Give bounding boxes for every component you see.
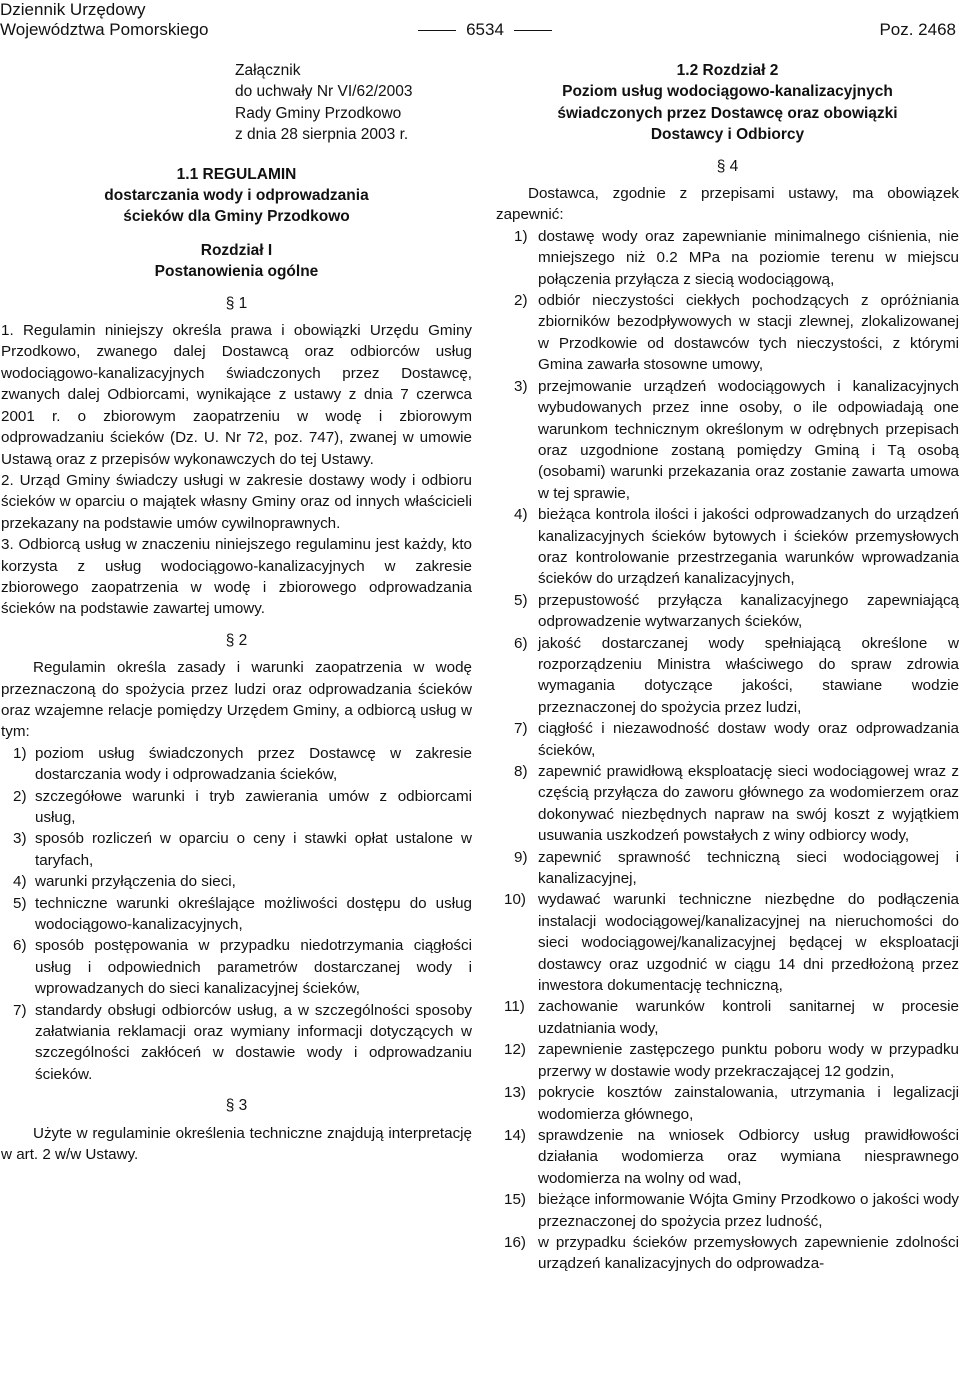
section-4-list xyxy=(496,226,959,1275)
section-4-symbol: § 4 xyxy=(716,157,739,175)
list-item: 1) poziom usług świadczonych przez Dostawcę w zakresie dostarczania wody i odprowadzania ścieków, xyxy=(13,744,472,784)
list-item: 2) odbiór nieczystości ciekłych pochodzących z opróżniania zbiorników bezodpływowych w stacji zlewnej, zlokalizowanej w Przodkowie od dostawców tych nieczystości, z którymi Gmina zawarła stosowne umowy, xyxy=(514,292,959,374)
list-item: 16) w przypadku ścieków przemysłowych zapewnienie zdolności urządzeń kanalizacyjnych do odprowadza- xyxy=(504,1233,959,1273)
annex-line2: do uchwały Nr VI/62/2003 xyxy=(235,83,413,101)
list-item: 11) zachowanie warunków kontroli sanitarnej w procesie uzdatniania wody, xyxy=(504,998,959,1037)
list-item: 3) sposób rozliczeń w oparciu o ceny i stawki opłat ustalone w taryfach, xyxy=(13,830,472,869)
section-2-intro: Regulamin określa zasady i warunki zaopatrzenia w wodę przeznaczoną do spożycia przez ludzi oraz odprowadzania ścieków oraz wzajemne relacje pomiędzy Urzędem Gminy, a odbiorcą usług w tym: xyxy=(1,659,472,741)
list-item: 10) wydawać warunki techniczne niezbędne do podłączenia instalacji wodociągowej/kanalizacyjnej na nieruchomości do sieci wodociągowej/kanalizacyjnej będącej w eksploatacji dostawcy oraz uzgodnić w ciągu 14 dni przedłożoną przez inwestora dokumentację techniczną, xyxy=(504,891,959,995)
list-item: 6) jakość dostarczanej wody spełniającą określone w rozporządzeniu Ministra właściwego do spraw zdrowia wymagania dotyczące jakości, stawiane wodzie przeznaczonej do spożycia przez ludzi, xyxy=(514,634,959,716)
list-item: 2) szczegółowe warunki i tryb zawierania umów z odbiorcami usług, xyxy=(13,787,472,826)
journal-name-line1: Dziennik Urzędowy xyxy=(0,0,146,19)
list-item: 7) standardy obsługi odbiorców usług, a w szczególności sposoby załatwiania reklamacji oraz wymiany informacji dotyczących w szczególności zakłóceń w dostawie wody i odprowadzaniu ścieków. xyxy=(13,1001,472,1083)
regulation-title-line3: ścieków dla Gminy Przodkowo xyxy=(123,208,350,226)
position-number: Poz. 2468 xyxy=(879,20,956,39)
chapter2-heading xyxy=(496,60,959,146)
page-header xyxy=(0,0,960,44)
section-1-symbol: § 1 xyxy=(225,294,248,312)
annex-line1: Załącznik xyxy=(235,62,301,79)
journal-name xyxy=(0,0,209,40)
chapter1-title: Rozdział I xyxy=(200,241,273,259)
chapter2-line1: 1.2 Rozdział 2 xyxy=(676,62,779,79)
list-item: 4) bieżąca kontrola ilości i jakości odprowadzanych do urządzeń kanalizacyjnych ścieków bytowych i ścieków przemysłowych oraz kontrolowanie przestrzegania warunków wprowadzania ścieków do urządzeń kanalizacyjnych, xyxy=(514,506,959,588)
chapter1-heading xyxy=(1,240,472,283)
list-item: 15) bieżące informowanie Wójta Gminy Przodkowo o jakości wody przeznaczonej do spożycia przez ludność, xyxy=(504,1191,959,1230)
list-item: 14) sprawdzenie na wniosek Odbiorcy usług prawidłowości działania wodomierza oraz wymiana niesprawnego wodomierza na wolny od wad, xyxy=(504,1126,959,1187)
list-item: 8) zapewnić prawidłową eksploatację sieci wodociągowej wraz z częścią przyłącza do zaworu głównego za wodomierzem oraz dokonywać niezbędnych napraw na swój koszt z wyjątkiem usuwania uszkodzeń powstałych z winy odbiorcy wody, xyxy=(514,763,959,845)
list-item: 5) przepustowość przyłącza kanalizacyjnego zapewniającą odprowadzenie wytwarzanych ścieków, xyxy=(514,591,959,631)
chapter2-line3: świadczonych przez Dostawcę oraz obowiązki xyxy=(557,104,898,122)
right-column xyxy=(496,60,959,1275)
list-item: 12) zapewnienie zastępczego punktu poboru wody w przypadku przerwy w dostawie wody przekraczającej 12 godzin, xyxy=(504,1041,959,1080)
left-column xyxy=(1,60,472,1166)
list-item: 5) techniczne warunki określające możliwości dostępu do usług wodociągowo-kanalizacyjnych, xyxy=(13,894,472,934)
regulation-title xyxy=(1,164,472,228)
section-4-intro: Dostawca, zgodnie z przepisami ustawy, ma obowiązek zapewnić: xyxy=(496,185,959,224)
list-item: 4) warunki przyłączenia do sieci, xyxy=(13,873,236,891)
section-1-paragraph-1: 1. Regulamin niniejszy określa prawa i obowiązki Urzędu Gminy Przodkowo, zwanego dalej Dostawcą oraz odbiorców usług wodociągowo-kanalizacyjnych świadczonych przez Dostawcę, zwanych dalej Odbiorcami, wynikające z ustawy z dnia 7 czerwca 2001 r. o zbiorowym zaopatrzeniu w wodę i zbiorowym odprowadzaniu ścieków (Dz. U. Nr 72, poz. 747), zwanej w umowie Ustawą oraz z przepisów wykonawczych do tej Ustawy. xyxy=(1,322,472,468)
annex-line4: z dnia 28 sierpnia 2003 r. xyxy=(235,126,409,144)
chapter2-line2: Poziom usług wodociągowo-kanalizacyjnych xyxy=(562,83,893,101)
list-item: 3) przejmowanie urządzeń wodociągowych i kanalizacyjnych wybudowanych przez inne osoby, o ile odpowiadają one warunkom technicznym określonym w odrębnych przepisach oraz uzgodnione zostaną pomiędzy Gminą i Tą osobą (osobami) warunki przekazania oraz zostanie zawarta umowa w tej sprawie, xyxy=(514,377,959,502)
section-1-paragraph-3: 3. Odbiorcą usług w znaczeniu niniejszego regulaminu jest każdy, kto korzysta z usług wodociągowo-kanalizacyjnych w zakresie zbiorowego zaopatrzenia w wodę i zbiorowego odprowadzania ścieków na podstawie zawartej umowy. xyxy=(1,536,472,618)
section-1-paragraph-2: 2. Urząd Gminy świadczy usługi w zakresie dostawy wody i odbioru ścieków w oparciu o majątek własny Gminy oraz od innych właścicieli przekazany na podstawie umów cywilnoprawnych. xyxy=(1,471,472,532)
list-item: 6) sposób postępowania w przypadku niedotrzymania ciągłości usług i odpowiednich parametrów dostarczanej wody i wprowadzanych do sieci kanalizacyjnej ścieków, xyxy=(13,937,472,998)
regulation-title-line1: 1.1 REGULAMIN xyxy=(176,165,297,183)
list-item: 13) pokrycie kosztów zainstalowania, utrzymania i legalizacji wodomierza głównego, xyxy=(504,1084,959,1123)
list-item: 1) dostawę wody oraz zapewnianie minimalnego ciśnienia, nie mniejszego niż 0.2 MPa na poziomie terenu w miejscu połączenia przyłącza z siecią wodociągową, xyxy=(514,227,959,288)
journal-name-line2: Województwa Pomorskiego xyxy=(0,20,209,39)
regulation-title-line2: dostarczania wody i odprowadzania xyxy=(104,187,369,205)
list-item: 9) zapewnić sprawność techniczną sieci wodociągowej i kanalizacyjnej, xyxy=(514,848,959,888)
chapter1-subtitle: Postanowienia ogólne xyxy=(154,263,319,281)
page-number: 6534 xyxy=(420,20,550,40)
section-3-text: Użyte w regulaminie określenia techniczne znajdują interpretację w art. 2 w/w Ustawy. xyxy=(1,1124,472,1164)
chapter2-line4: Dostawcy i Odbiorcy xyxy=(650,126,805,144)
section-2-list xyxy=(1,743,472,1086)
section-3-symbol: § 3 xyxy=(225,1097,248,1115)
list-item: 7) ciągłość i niezawodność dostaw wody oraz odprowadzania ścieków, xyxy=(514,720,959,759)
section-2-symbol: § 2 xyxy=(225,631,248,649)
annex-line3: Rady Gminy Przodkowo xyxy=(235,104,402,122)
annex-note xyxy=(235,60,472,146)
